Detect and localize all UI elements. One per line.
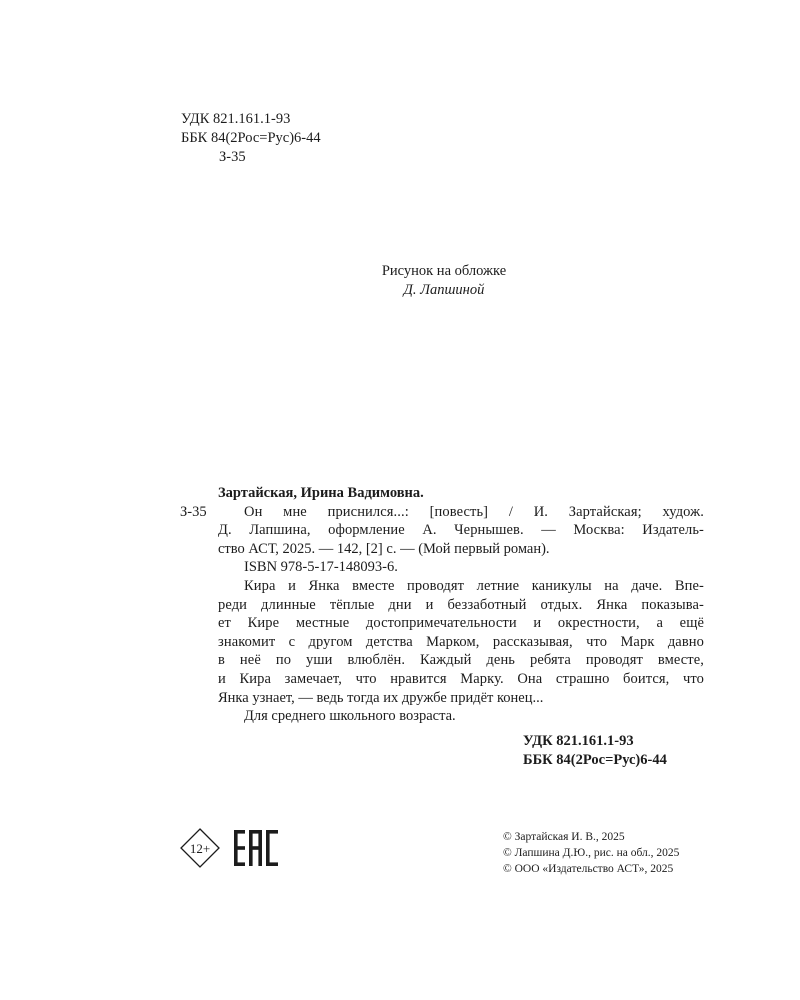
- annotation-line: в неё по уши влюблён. Каждый день ребята проводят вместе,: [218, 652, 704, 669]
- annotation-line: Янка узнает, — ведь тогда их дружбе придёт конец...: [218, 689, 544, 706]
- bibliographic-record: [180, 484, 704, 726]
- bbk-code-bottom: ББК 84(2Рос=Рус)6-44: [523, 752, 667, 768]
- isbn: ISBN 978-5-17-148093-6.: [244, 559, 398, 576]
- udk-code: УДК 821.161.1-93: [181, 111, 291, 127]
- author-mark: З-35: [219, 149, 246, 165]
- age-rating-label: 12+: [189, 841, 211, 856]
- eac-mark-icon: [232, 828, 280, 868]
- age-rating-icon: [180, 828, 220, 868]
- copyright-line: © ООО «Издательство АСТ», 2025: [503, 863, 674, 875]
- description-line: ство АСТ, 2025. — 142, [2] с. — (Мой первый роман).: [218, 540, 550, 557]
- header-classification: [181, 110, 321, 165]
- annotation-line: Кира и Янка вместе проводят летние каникулы на даче. Впе-: [244, 577, 704, 594]
- annotation-line: реди длинные тёплые дни и беззаботный отдых. Янка показыва-: [218, 596, 704, 613]
- description-line: Он мне приснился...: [повесть] / И. Зартайская; худож.: [244, 503, 704, 520]
- annotation-line: и Кира замечает, что нравится Марку. Она страшно боится, что: [218, 670, 704, 687]
- copyright-block: [503, 829, 679, 877]
- cover-credit: [0, 262, 800, 300]
- annotation-line: ет Кире местные достопримечательности и окрестности, а ещё: [218, 615, 704, 632]
- author-heading: Зартайская, Ирина Вадимовна.: [218, 485, 424, 501]
- cover-artist: Д. Лапшиной: [403, 282, 485, 298]
- audience-note: Для среднего школьного возраста.: [244, 708, 456, 725]
- bottom-classification: [523, 732, 667, 770]
- annotation-line: знакомит с другом детства Марком, рассказывая, что Марк давно: [218, 633, 704, 650]
- cover-credit-line: Рисунок на обложке: [381, 263, 507, 279]
- bbk-code: ББК 84(2Рос=Рус)6-44: [181, 130, 321, 146]
- copyright-line: © Зартайская И. В., 2025: [503, 831, 625, 843]
- copyright-line: © Лапшина Д.Ю., рис. на обл., 2025: [503, 847, 680, 859]
- description-line: Д. Лапшина, оформление А. Чернышев. — Москва: Издатель-: [218, 522, 704, 539]
- udk-code-bottom: УДК 821.161.1-93: [523, 733, 634, 749]
- record-author-mark: З-35: [180, 503, 207, 520]
